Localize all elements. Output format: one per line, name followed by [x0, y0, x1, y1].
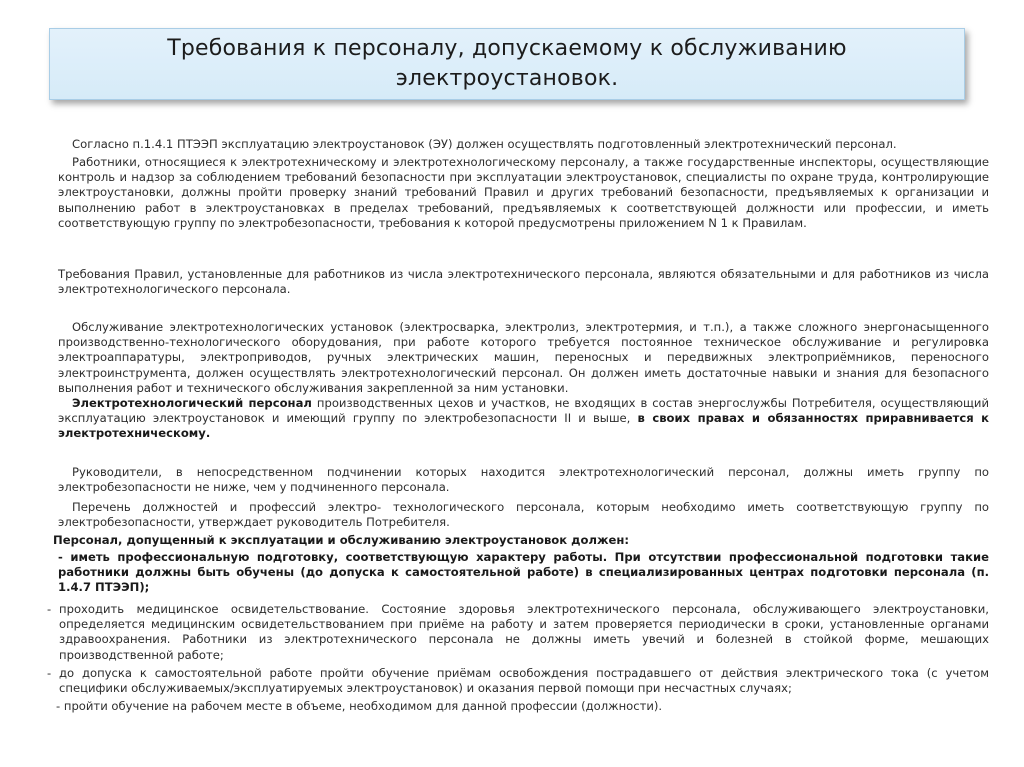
bullet-dash: -	[47, 666, 52, 680]
paragraph-5-bold-start: Электротехнологический персонал	[72, 396, 312, 410]
paragraph-5-middle: производственных цехов и участков, не входящих в состав энергослужбы Потребителя, осуществляющий эксплуатацию электроустановок и имеющий группу по электробезопасности II и выше,	[58, 396, 990, 426]
paragraph-5	[58, 396, 989, 442]
slide-title-box	[49, 28, 965, 100]
requirement-first-aid-text: до допуска к самостоятельной работе пройти обучение приёмам освобождения пострадавшего от действия электрического тока (с учетом специфики обслуживаемых/эксплуатируемых электроустановок) и оказания первой помощи при несчастных случаях;	[59, 666, 989, 696]
paragraph-2: Работники, относящиеся к электротехническому и электротехнологическому персоналу, а также государственные инспекторы, осуществляющие контроль и надзор за соблюдением требований безопасности при эксплуатации электроустановок, специалисты по охране труда, контролирующие электроустановки, должны пройти проверку знаний требований Правил и других требований безопасности, предъявляемых к организации и выполнению работ в электроустановках в пределах требований, предъявляемых к соответствующей должности или профессии, и иметь соответствующую группу по электробезопасности, требования к которой предусмотрены приложением N 1 к Правилам.	[58, 155, 989, 230]
paragraph-1: Согласно п.1.4.1 ПТЭЭП эксплуатацию электроустановок (ЭУ) должен осуществлять подготовленный электротехнический персонал.	[72, 137, 897, 151]
paragraph-7: Перечень должностей и профессий электро- технологического персонала, которым необходимо иметь соответствующую группу по электробезопасности, утверждает руководитель Потребителя.	[58, 500, 989, 530]
paragraph-4: Обслуживание электротехнологических установок (электросварка, электролиз, электротермия, и т.п.), а также сложного энергонасыщенного производственно-технологического оборудования, при работе которого требуется постоянное техническое обслуживание и регулировка электроаппаратуры, электроприводов, ручных электрических машин, переносных и передвижных электроприёмников, переносного электроинструмента, должен осуществлять электротехнологический персонал. Он должен иметь достаточные навыки и знания для безопасного выполнения работ и технического обслуживания закрепленной за ним установки.	[58, 320, 989, 395]
requirement-training: - иметь профессиональную подготовку, соответствующую характеру работы. При отсутствии профессиональной подготовки такие работники должны быть обучены (до допуска к самостоятельной работе) в специализированных центрах подготовки персонала (п. 1.4.7 ПТЭЭП);	[58, 550, 989, 595]
slide-title-line-2: электроустановок.	[395, 66, 619, 91]
paragraph-3: Требования Правил, установленные для работников из числа электротехнического персонала, являются обязательными и для работников из числа электротехнологического персонала.	[58, 267, 989, 297]
requirement-medical-text: проходить медицинское освидетельствование. Состояние здоровья электротехнического персонала, обслуживающего электроустановки, определяется медицинским освидетельствованием при приёме на работу и затем проверяется периодически в сроки, установленные органами здравоохранения. Работники из электротехнического персонала не должны иметь увечий и болезней в стойкой форме, мешающих производственной работе;	[59, 602, 989, 662]
requirements-heading: Персонал, допущенный к эксплуатации и обслуживанию электроустановок должен:	[53, 533, 630, 547]
requirement-workplace-training: - пройти обучение на рабочем месте в объеме, необходимом для данной профессии (должности).	[56, 699, 663, 713]
requirement-medical	[47, 602, 989, 663]
paragraph-5-bold-end: в своих правах и обязанностях приравнивается к электротехническому.	[58, 411, 989, 441]
requirement-first-aid	[47, 666, 989, 696]
paragraph-6: Руководители, в непосредственном подчинении которых находится электротехнологический персонал, должны иметь группу по электробезопасности не ниже, чем у подчиненного персонала.	[58, 465, 989, 495]
slide-title-line-1: Требования к персоналу, допускаемому к обслуживанию	[167, 36, 847, 61]
bullet-dash: -	[47, 602, 52, 616]
